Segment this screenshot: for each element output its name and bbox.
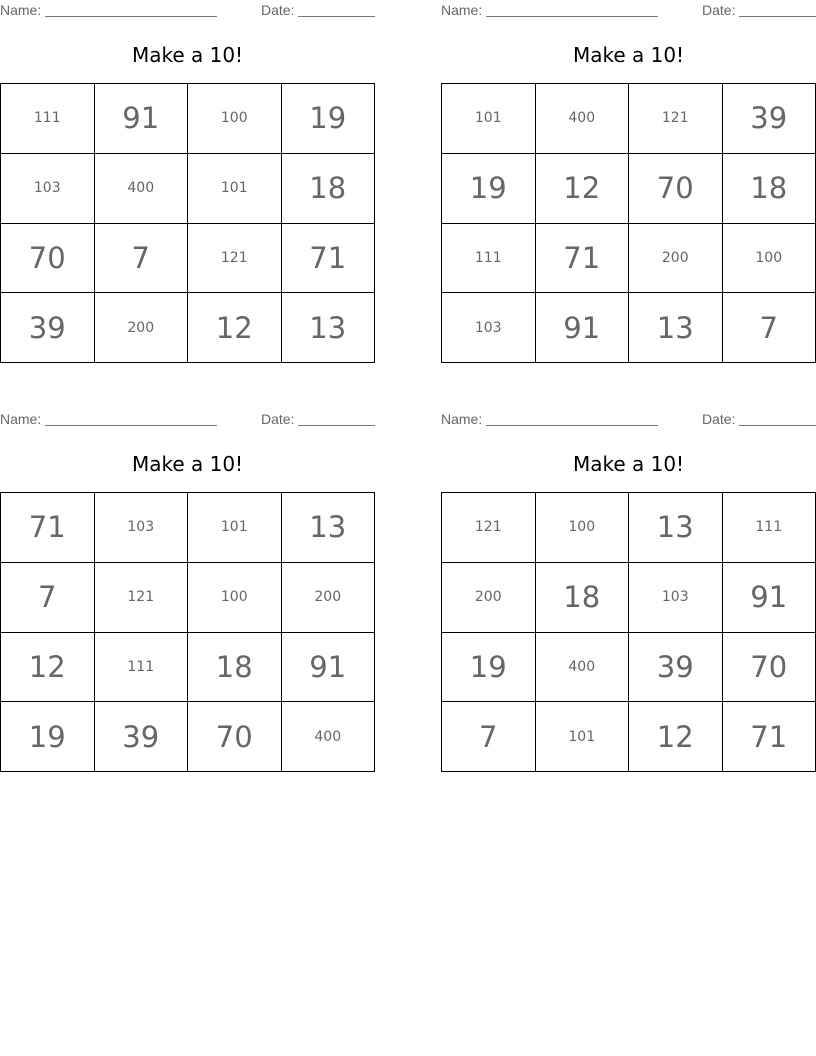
grid-cell: 70 [1, 224, 95, 294]
grid-cell: 121 [95, 563, 189, 633]
grid-cell: 400 [282, 702, 376, 772]
grid-cell: 39 [95, 702, 189, 772]
worksheet-header [0, 409, 375, 429]
grid-cell: 7 [95, 224, 189, 294]
grid-cell: 18 [188, 633, 282, 703]
date-label: Date: [261, 411, 295, 427]
name-label: Name: [0, 411, 42, 427]
grid-cell: 111 [1, 84, 95, 154]
grid-cell: 18 [536, 563, 630, 633]
grid-cell: 103 [629, 563, 723, 633]
grid-cell: 400 [536, 633, 630, 703]
grid-cell: 100 [188, 84, 282, 154]
name-blank-line[interactable] [486, 411, 658, 426]
grid-cell: 400 [95, 154, 189, 224]
grid-cell: 101 [188, 493, 282, 563]
grid-cell: 7 [442, 702, 536, 772]
number-grid [441, 83, 816, 363]
grid-cell: 200 [442, 563, 536, 633]
grid-cell: 7 [1, 563, 95, 633]
grid-cell: 101 [188, 154, 282, 224]
name-label: Name: [441, 411, 483, 427]
name-label: Name: [441, 2, 483, 18]
worksheet-title: Make a 10! [131, 452, 244, 476]
grid-cell: 12 [536, 154, 630, 224]
grid-cell: 13 [629, 493, 723, 563]
date-blank-line[interactable] [298, 411, 375, 426]
grid-cell: 71 [1, 493, 95, 563]
name-blank-line[interactable] [45, 411, 217, 426]
grid-cell: 100 [723, 224, 816, 294]
grid-cell: 70 [629, 154, 723, 224]
worksheet-header [441, 0, 816, 20]
worksheet-header [0, 0, 375, 20]
grid-cell: 91 [282, 633, 376, 703]
grid-cell: 200 [629, 224, 723, 294]
name-blank-line[interactable] [45, 2, 217, 17]
worksheet-title: Make a 10! [572, 452, 685, 476]
grid-cell: 12 [629, 702, 723, 772]
grid-cell: 39 [1, 293, 95, 363]
grid-cell: 39 [629, 633, 723, 703]
grid-cell: 19 [442, 633, 536, 703]
date-blank-line[interactable] [739, 411, 816, 426]
grid-cell: 91 [95, 84, 189, 154]
grid-cell: 400 [536, 84, 630, 154]
grid-cell: 71 [282, 224, 376, 294]
date-label: Date: [261, 2, 295, 18]
grid-cell: 200 [282, 563, 376, 633]
grid-cell: 91 [723, 563, 816, 633]
date-label: Date: [702, 411, 736, 427]
grid-cell: 12 [188, 293, 282, 363]
grid-cell: 101 [536, 702, 630, 772]
grid-cell: 103 [95, 493, 189, 563]
number-grid [0, 83, 375, 363]
grid-cell: 71 [536, 224, 630, 294]
date-blank-line[interactable] [739, 2, 816, 17]
grid-cell: 13 [282, 493, 376, 563]
grid-cell: 100 [536, 493, 630, 563]
grid-cell: 7 [723, 293, 816, 363]
grid-cell: 39 [723, 84, 816, 154]
grid-cell: 121 [188, 224, 282, 294]
grid-cell: 19 [442, 154, 536, 224]
grid-cell: 111 [95, 633, 189, 703]
grid-cell: 13 [629, 293, 723, 363]
name-blank-line[interactable] [486, 2, 658, 17]
grid-cell: 70 [723, 633, 816, 703]
grid-cell: 13 [282, 293, 376, 363]
name-label: Name: [0, 2, 42, 18]
number-grid [441, 492, 816, 772]
grid-cell: 111 [723, 493, 816, 563]
grid-cell: 12 [1, 633, 95, 703]
grid-cell: 103 [442, 293, 536, 363]
grid-cell: 111 [442, 224, 536, 294]
grid-cell: 19 [282, 84, 376, 154]
grid-cell: 91 [536, 293, 630, 363]
grid-cell: 103 [1, 154, 95, 224]
grid-cell: 121 [442, 493, 536, 563]
worksheet-title: Make a 10! [572, 43, 685, 67]
number-grid [0, 492, 375, 772]
grid-cell: 101 [442, 84, 536, 154]
grid-cell: 71 [723, 702, 816, 772]
grid-cell: 18 [723, 154, 816, 224]
grid-cell: 121 [629, 84, 723, 154]
grid-cell: 18 [282, 154, 376, 224]
grid-cell: 70 [188, 702, 282, 772]
date-label: Date: [702, 2, 736, 18]
worksheet-header [441, 409, 816, 429]
worksheet-title: Make a 10! [131, 43, 244, 67]
grid-cell: 19 [1, 702, 95, 772]
date-blank-line[interactable] [298, 2, 375, 17]
grid-cell: 200 [95, 293, 189, 363]
grid-cell: 100 [188, 563, 282, 633]
